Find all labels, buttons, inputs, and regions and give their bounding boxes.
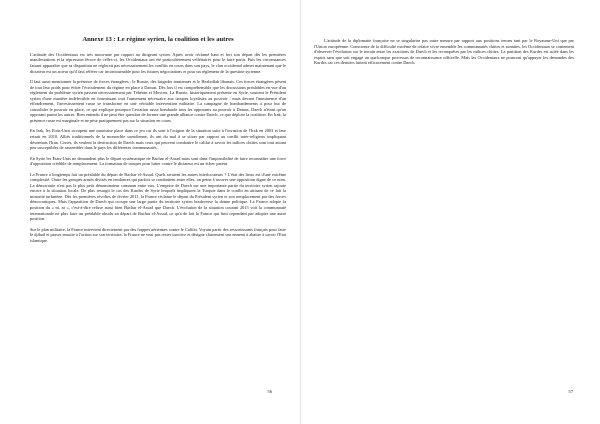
paragraph: L'attitude des Occidentaux est très mouvante par rapport au dirigeant syrien. Après avoir réclamé haut et fort son départ dès les premières manifestations et la répression féroce de celles-ci, les Occidentaux ont été particulièrement velléitaires pour le faire partir. Puis les circonstances faisant apparaître que sa disparition ne réglerait pas nécessairement les conflits en cours dans son pays, le clan occidental admet maintenant que le dictateur est un acteur qu'il faut référer car incontournable pour les futures négociations et pour un règlement de la question syrienne. [30,51,286,74]
right-page [300,0,600,424]
page-number: 56 [267,389,272,394]
paragraph: La France a longtemps fait un préalable du départ de Bachar el-Assad. Quels seraient les autres interlocuteurs ? L'état des lieux est d'une extrême complexité. Outre les groupes armés divisés en tendances qui parfois se combattent entre elles, on peine à trouver une opposition digne de ce nom. La démocratie n'est pas le plus petit dénominateur commun entre eux. L'emprise de Daech sur une importante partie du territoire syrien rajoute encore à la situation locale. De plus resurgit le cas des Kurdes de Syrie lesquels impliquent la Turquie dans le conflit en attisant de ce fait la minorité turkmène. Dès les premières révoltes de février 2011, la France réclame le départ du Président syrien et son remplacement par des forces démocratiques. Mais l'apparition de Daech qui occupe une large partie du territoire syrien bouleverse la donne politique. La France adopte la position du « ni, ni », c'est-à-dire refuse aussi bien Bachar el-Assad que Daech. L'évolution de la situation courant 2015 voit la communauté internationale ne plus faire un préalable absolu au départ de Bachar el-Assad, ce qu'a de fait la France qui finit cependant par adopter une autre position. [30,171,286,222]
annex-title: Annexe 13 : Le régime syrien, la coalition et les autres [82,36,234,43]
page-number: 57 [568,389,573,394]
paragraph: En Syrie les Etats-Unis ne demandent plus le départ systématique de Bachar el-Assad mais sont dans l'impossibilité de faire reconnaître une force d'opposition crédible de remplacement. La formation de troupes pour lutter contre le dictateur est un échec patent. [30,155,286,167]
paragraph: Il faut aussi mentionner la présence de forces étrangères : le Russie, des brigades iraniennes et le Hezbollah libanais. Ces forces étrangères pèsent de tout leur poids pour éviter l'écroulement du régime en place à Damas. Dès lors il est compréhensible que les discussions préalables en vue d'un règlement du problème syrien passent nécessairement par Téhéran et Moscou. La Russie, historiquement présente en Syrie, soutient le Président syrien d'une manière indéfectible en fournissant tout l'armement nécessaire aux troupes loyalistes au pouvoir ; mais devant l'imminence d'un effondrement, l'investissement russe se transforme en une véritable intervention militaire. La campagne de bombardements a pour but de consolider le pouvoir en place, ce qui explique pourquoi l'aviation russe bombarde tous les opposants au pouvoir à Damas, Daech n'étant qu'un opposant parmi les autres. Bien entendu il ne peut être question de former une grande alliance contre Daech, ce que déplore la coalition. En Irak, la présence russe est marginale et ne pèse pratiquement pas sur la situation en cours. [30,79,286,123]
paragraph: L'attitude de la diplomatie française ne se singularise pas outre mesure par rapport aux positions tenues tant par le Royaume-Uni que par l'Union européenne. Consciente de la difficulté extrême de refaire vivre ensemble les communautés chiites et sunnites, les Occidentaux se contentent d'observer l'évolution sur le terrain entre les exactions de Daech et les reconquêtes par les milices chiites. La partition des Kurdes est actée dans les esprits sans que soit engagé un quelconque processus de reconnaissance officielle. Mais les Occidentaux ne pourront qu'appuyer les demandes des Kurdes car ces derniers luttent efficacement contre Daech. [314,38,574,66]
paragraph: En Irak, les Etats-Unis occupent une mauvaise place dans ce jeu car ils sont à l'origine de la situation suite à l'invasion de l'Irak en 2003 et leur retrait en 2010. Alliés traditionnels de la monarchie saoudienne, ils ont du mal à se situer par rapport au conflit inter-religieux impliquant désormais l'Iran. Certes, ils veulent la destruction de Daech mais ceux qui peuvent combattre le califat à savoir les milices chiites sont tout autant peu susceptibles de rassembler dans le pays les différentes communautés. [30,128,286,151]
paragraph: Sur le plan militaire, la France intervient directement par des frappes aériennes contre le Califat. Voyant partir des ressortissants français pour faire le djihad et passer ensuite à l'action sur son territoire, la France ne veut pas rester inactive et désigne clairement son ennemi à abattre à savoir l'Etat islamique. [30,226,286,243]
